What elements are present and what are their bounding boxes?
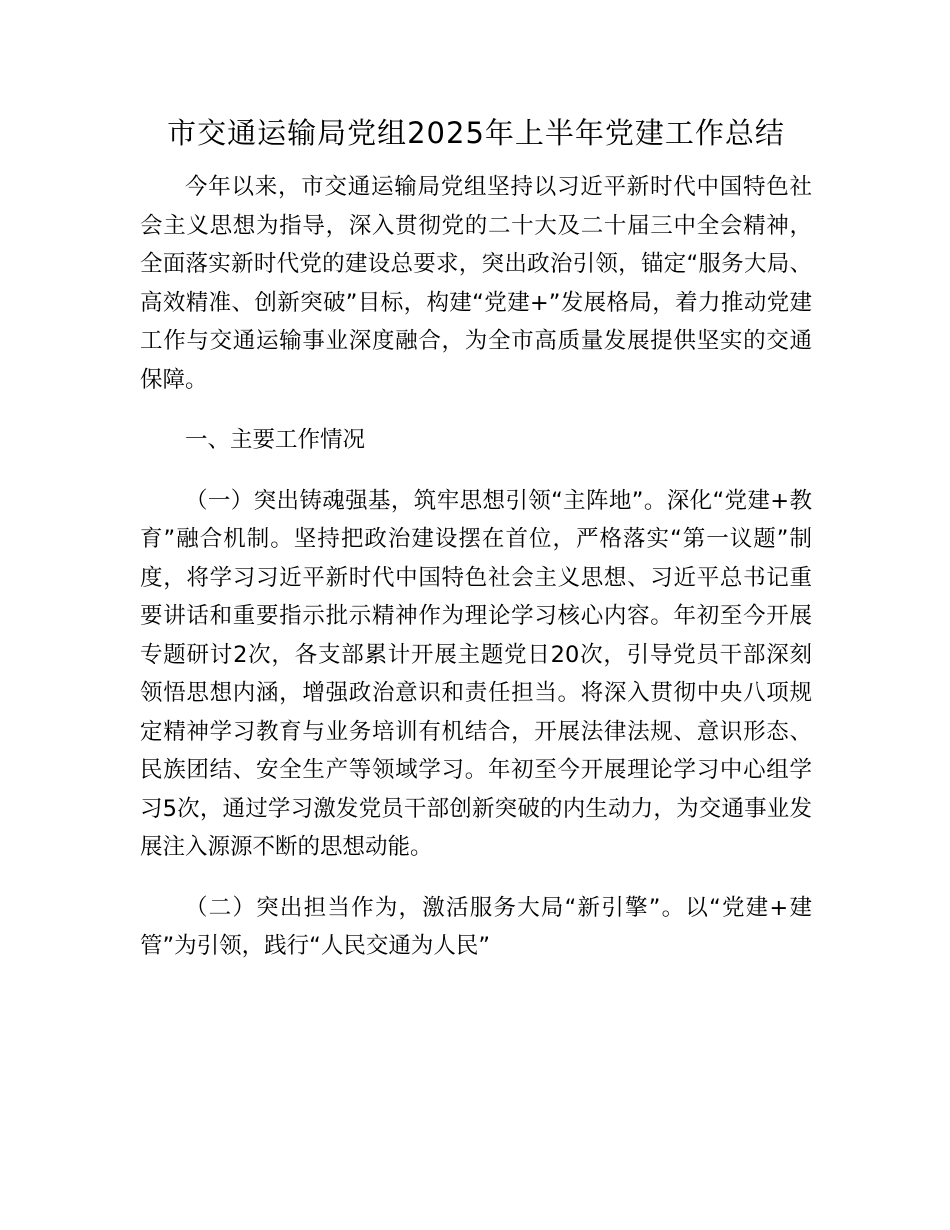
section-heading: 一、主要工作情况: [185, 427, 366, 453]
paragraph-1: （一）突出铸魂强基，筑牢思想引领“主阵地”。深化“党建+教育”融合机制。坚持把政治建设摆在首位，严格落实“第一议题”制度，将学习习近平新时代中国特色社会主义思想、习近平总书记重要讲话和重要指示批示精神作为理论学习核心内容。年初至今开展专题研讨2次，各支部累计开展主题党日20次，引导党员干部深刻领悟思想内涵，增强政治意识和责任担当。将深入贯彻中央八项规定精神学习教育与业务培训有机结合，开展法律法规、意识形态、民族团结、安全生产等领域学习。年初至今开展理论学习中心组学习5次，通过学习激发党员干部创新突破的内生动力，为交通事业发展注入源源不断的思想动能。: [140, 487, 812, 860]
intro-paragraph: 今年以来，市交通运输局党组坚持以习近平新时代中国特色社会主义思想为指导，深入贯彻党的二十大及二十届三中全会精神，全面落实新时代党的建设总要求，突出政治引领，锚定“服务大局、高效精准、创新突破”目标，构建“党建+”发展格局，着力推动党建工作与交通运输事业深度融合，为全市高质量发展提供坚实的交通保障。: [140, 174, 812, 393]
document-page: [140, 110, 812, 966]
document-title: 市交通运输局党组2025年上半年党建工作总结: [167, 116, 785, 150]
paragraph-2: （二）突出担当作为，激活服务大局“新引擎”。以“党建+建管”为引领，践行“人民交通为人民”: [140, 894, 812, 959]
